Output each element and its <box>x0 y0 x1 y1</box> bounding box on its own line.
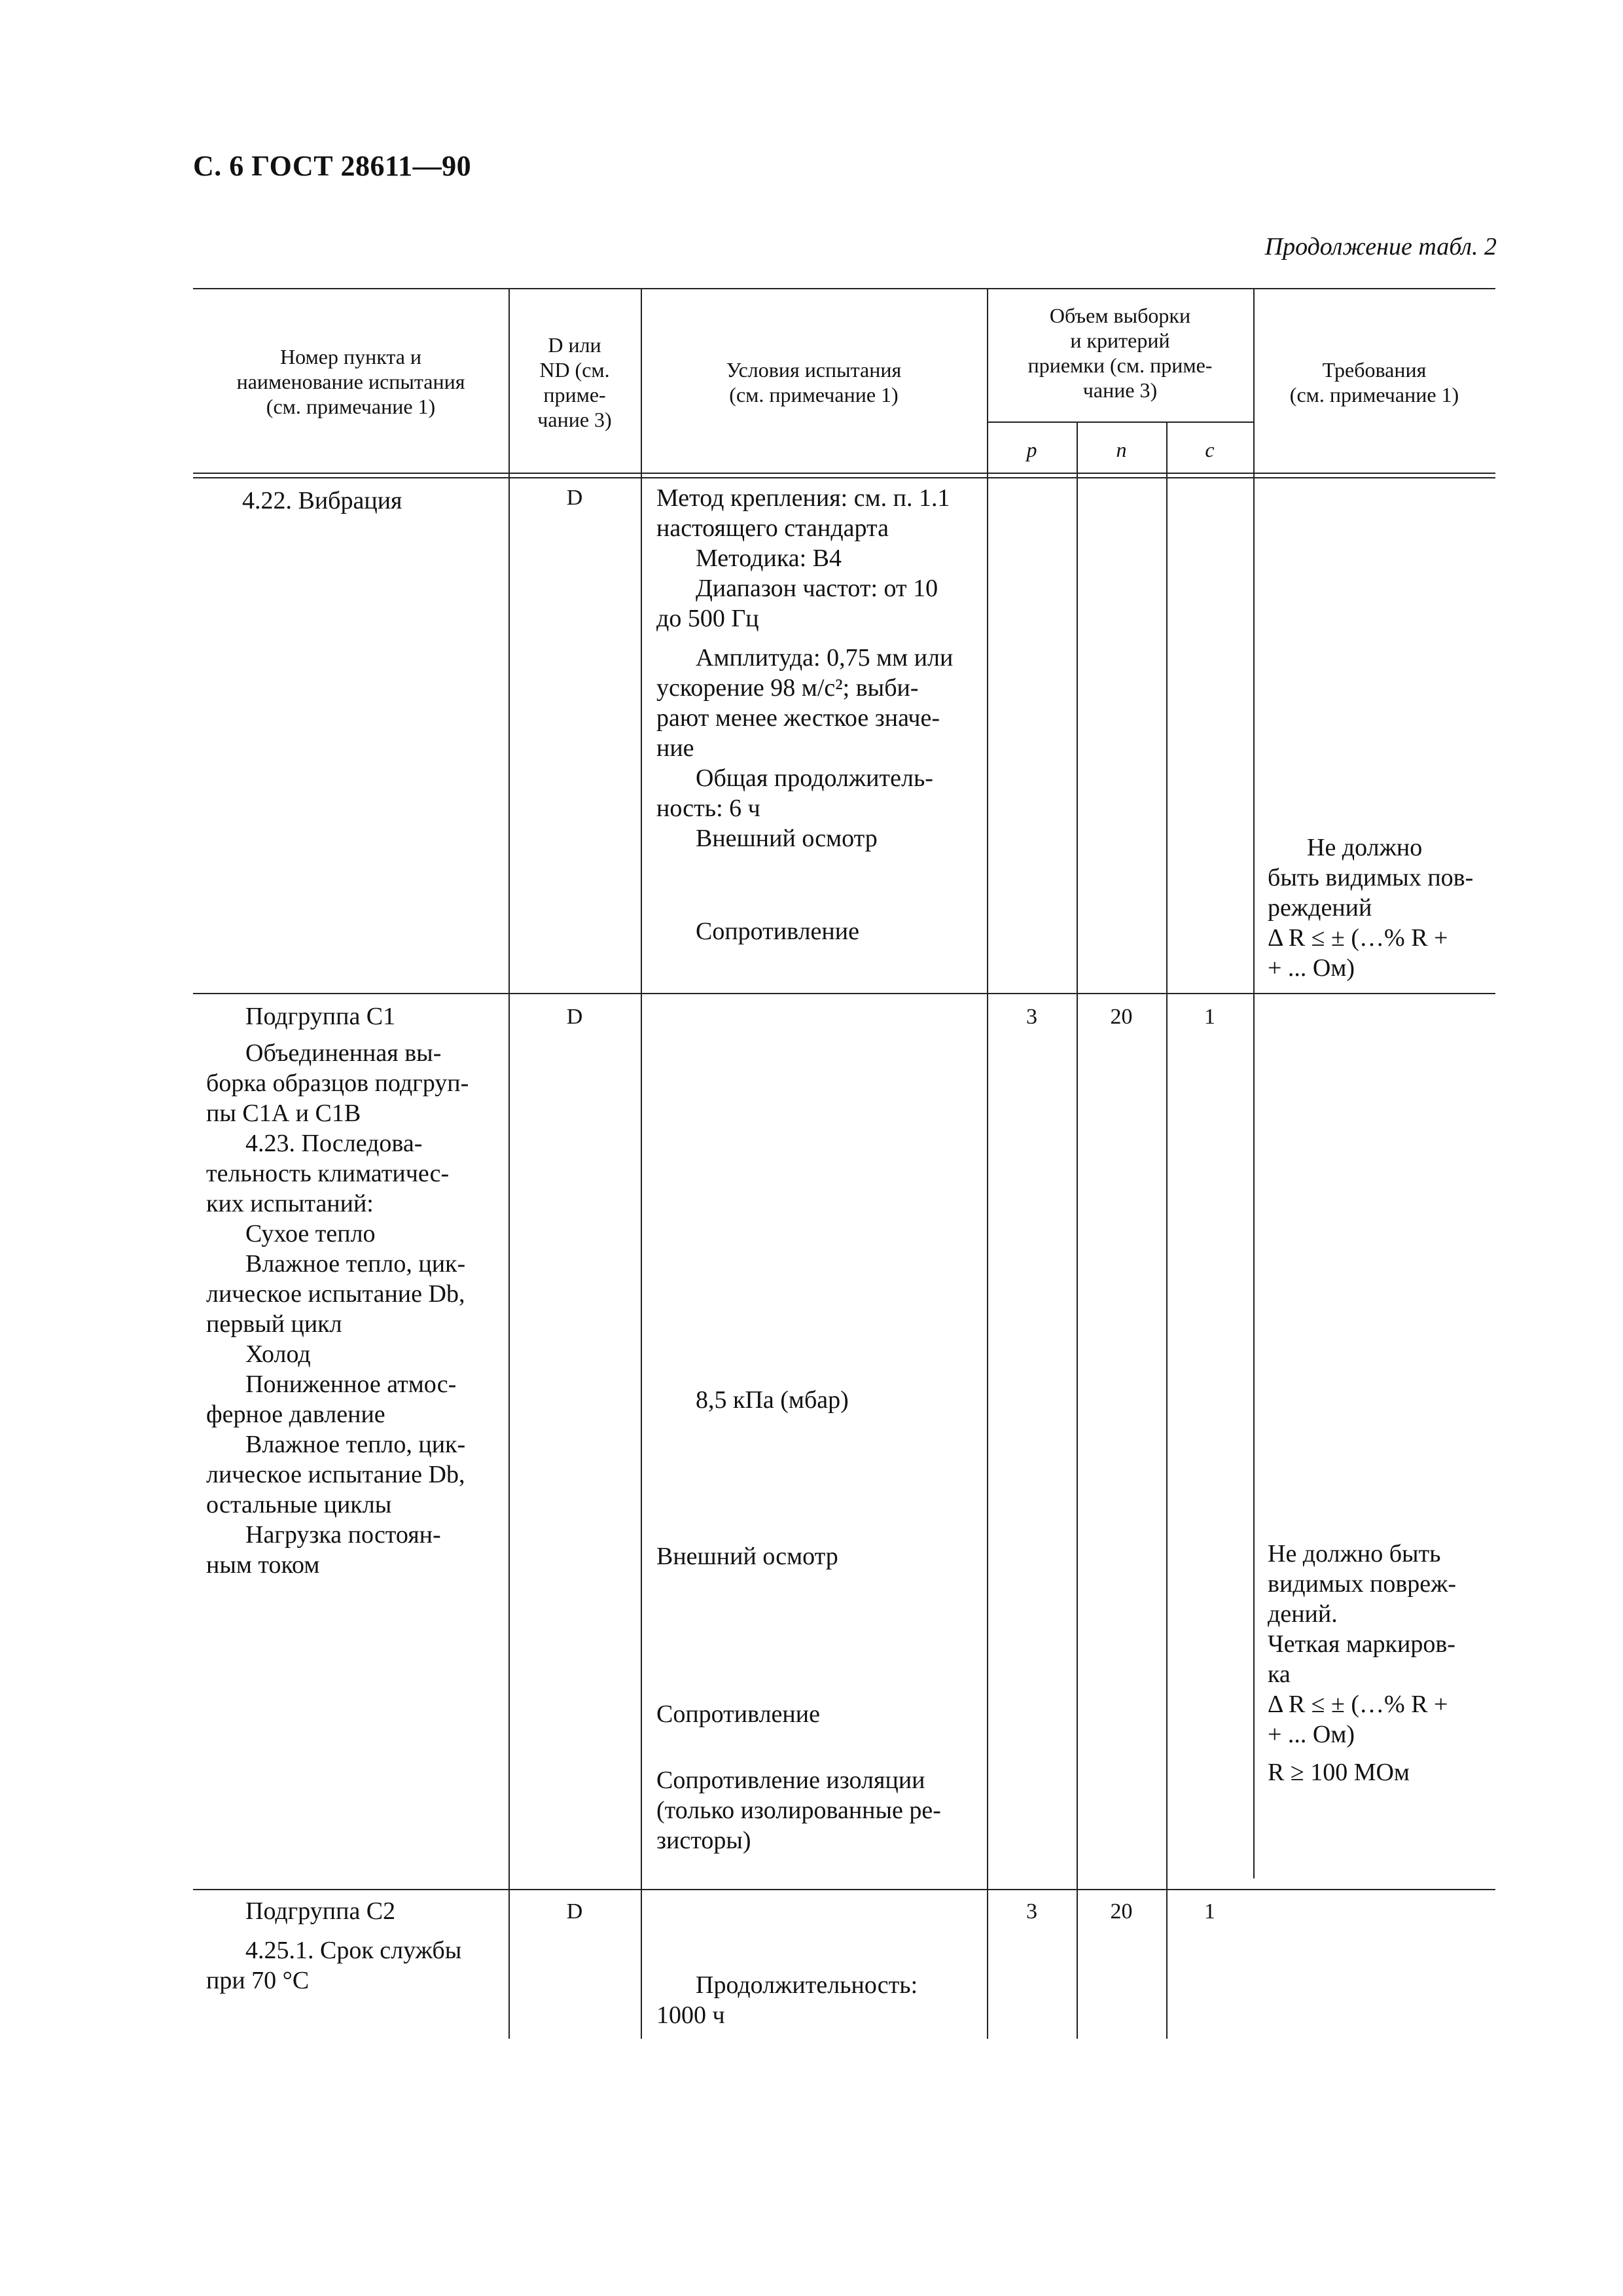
header-c: c <box>1205 438 1215 461</box>
col-divider-2 <box>641 288 642 2039</box>
row-c1-dnd: D <box>566 1005 583 1029</box>
row-c1-requirements: Не должно быть видимых повреж- дений. Четкая маркиров- ка Δ R ≤ ± (…% R + + ... Ом) R ≥ 100 МОм <box>1268 1540 1457 1786</box>
table-top-border <box>193 288 1495 289</box>
header-n: n <box>1116 438 1127 461</box>
row-422-dnd: D <box>566 486 583 510</box>
header-item: Номер пункта и наименование испытания (см. примечание 1) <box>236 345 465 418</box>
row-c2-p: 3 <box>1026 1899 1037 1924</box>
col-divider-3 <box>987 288 988 2039</box>
row-divider-c1 <box>193 1889 1495 1890</box>
row-divider-422 <box>193 993 1495 994</box>
table-continuation-label: Продолжение табл. 2 <box>1264 233 1497 260</box>
row-c1-c: 1 <box>1204 1005 1215 1029</box>
header-requirements: Требования (см. примечание 1) <box>1289 358 1459 406</box>
row-c1-insulation: Сопротивление изоляции (только изолированные ре- зисторы) <box>656 1767 941 1854</box>
row-422-item: 4.22. Вибрация <box>242 487 402 514</box>
col-divider-n <box>1166 422 1168 2039</box>
row-c1-pressure: 8,5 кПа (мбар) <box>696 1386 849 1414</box>
header-sample: Объем выборки и критерий приемки (см. приме- чание 3) <box>1027 304 1213 402</box>
header-conditions: Условия испытания (см. примечание 1) <box>726 358 902 406</box>
row-422-requirements: Не должно быть видимых пов- реждений Δ R ≤ ± (…% R + + ... Ом) <box>1268 834 1474 982</box>
header-p: p <box>1026 438 1037 461</box>
col-divider-1 <box>508 288 510 2039</box>
page-title: С. 6 ГОСТ 28611—90 <box>193 150 472 182</box>
col-divider-c <box>1253 288 1255 1878</box>
row-c2-item: Подгруппа С2 4.25.1. Срок службы при 70 °С <box>206 1897 462 1994</box>
row-c1-item: Подгруппа С1 Объединенная вы- борка образцов подгруп- пы С1А и С1В 4.23. Последова- тельность климатичес- ких испытаний: Сухое тепло Влажное тепло, цик- лическое испытание Db, первый цикл Холод Пониженное атмос- ферное давление Влажное тепло, цик- лическое испытание Db, остальные циклы Нагрузка постоян- ным током <box>206 1003 469 1579</box>
row-c2-c: 1 <box>1204 1899 1215 1924</box>
header-bottom-line-2 <box>193 477 1495 478</box>
row-422-conditions: Метод крепления: см. п. 1.1 настоящего стандарта Методика: В4 Диапазон частот: от 10 до 500 Гц Амплитуда: 0,75 мм или ускорение 98 м/с²; выби- рают менее жесткое значе- ние Общая продолжитель- ность: 6 ч Внешний осмотр Сопротивление <box>656 484 954 945</box>
row-c2-conditions: Продолжительность: 1000 ч <box>656 1971 918 2029</box>
row-c1-visual-inspection: Внешний осмотр <box>656 1543 838 1570</box>
row-c1-n: 20 <box>1110 1005 1133 1029</box>
col-divider-p <box>1077 422 1078 2039</box>
header-dnd: D или ND (см. приме- чание 3) <box>537 333 612 431</box>
sample-subheader-line <box>987 422 1253 423</box>
row-c1-p: 3 <box>1026 1005 1037 1029</box>
header-bottom-line-1 <box>193 473 1495 474</box>
row-c1-resistance: Сопротивление <box>656 1700 820 1728</box>
row-c2-dnd: D <box>566 1899 583 1924</box>
row-c2-n: 20 <box>1110 1899 1133 1924</box>
